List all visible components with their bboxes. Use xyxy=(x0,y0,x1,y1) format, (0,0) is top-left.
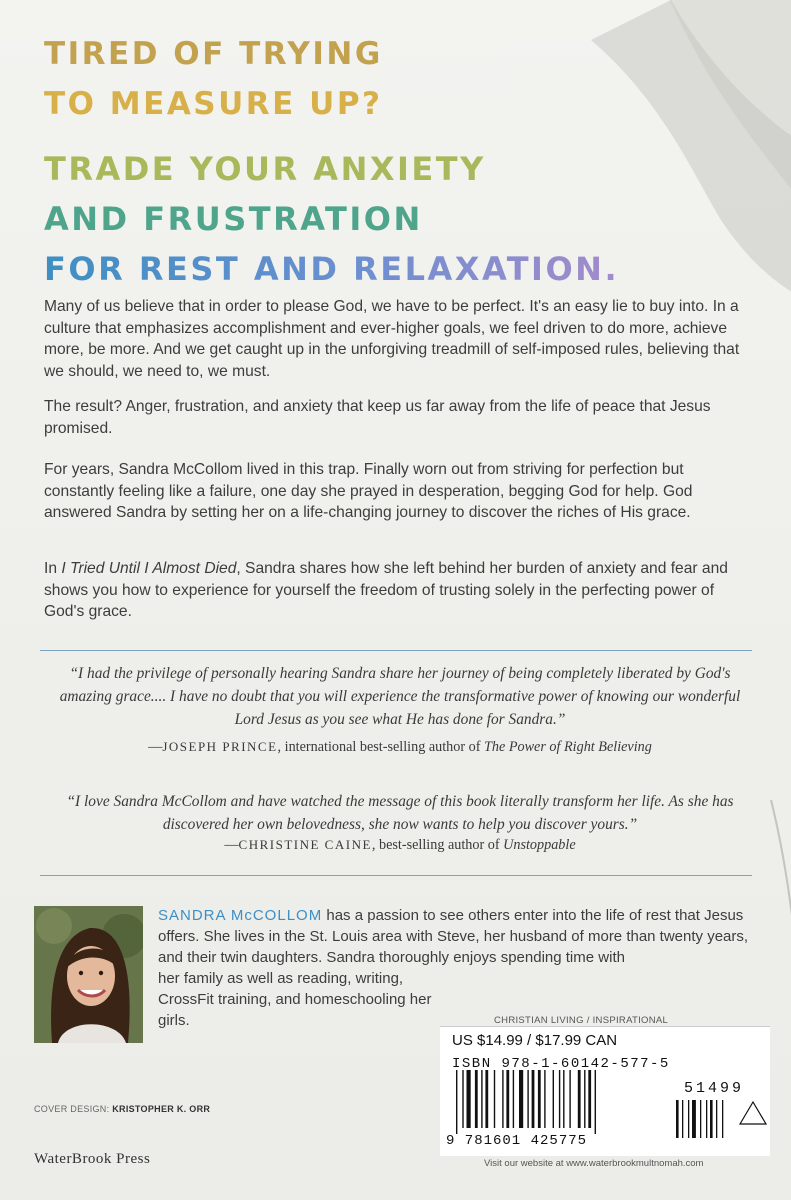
endorsement-quote-1: “I had the privilege of personally hearing Sandra share her journey of being completely liberated by God's amazing grace.... I have no doubt that you will experience the transformative power of knowing our wonderful Lord Jesus as you see what He has done for Sandra.” xyxy=(59,665,741,728)
body-paragraph-1: Many of us believe that in order to please God, we have to be perfect. It's an easy lie to buy into. In a culture that emphasizes accomplishment and ever-higher goals, we feel driven to do more, achieve more, be more. And we get caught up in the unforgiving treadmill of self-imposed rules, believing that we should, we need to, we must. xyxy=(44,298,740,380)
divider-top xyxy=(40,650,752,651)
barcode-digits: 9 781601 425775 xyxy=(446,1133,588,1149)
body-paragraph-4: In I Tried Until I Almost Died, Sandra shares how she left behind her burden of anxiety and fear and shows you how to experience for yourself the freedom of trusting solely in the perfecting power of God's grace. xyxy=(44,560,728,620)
body-paragraph-2: The result? Anger, frustration, and anxiety that keep us far away from the life of peace that Jesus promised. xyxy=(44,398,711,437)
author-photo xyxy=(34,906,143,1043)
price-code: 51499 xyxy=(684,1080,745,1097)
price: US $14.99 / $17.99 CAN xyxy=(452,1032,618,1049)
cover-design-credit: COVER DESIGN: KRISTOPHER K. ORR xyxy=(34,1104,211,1114)
author-bio: SANDRA McCOLLOM has a passion to see others enter into the life of rest that Jesus offers. She lives in the St. Louis area with Steve, her husband of more than twenty years, and their twin daughters. Sandra thoroughly enjoys spending time with xyxy=(158,907,749,966)
divider-bottom xyxy=(40,875,752,876)
endorsement-quote-2: “I love Sandra McCollom and have watched the message of this book literally transform her life. As she has discovered her own belovedness, she now wants to help you discover yours.” xyxy=(66,793,734,833)
headline-line-4: AND FRUSTRATION xyxy=(44,200,423,238)
headline-line-3: TRADE YOUR ANXIETY xyxy=(44,150,486,188)
publisher-logo: WaterBrook Press xyxy=(34,1151,151,1167)
endorsement-attribution-1: —JOSEPH PRINCE, international best-selling author of The Power of Right Believing xyxy=(148,739,652,755)
headline-line-2: TO MEASURE UP? xyxy=(44,86,383,122)
endorsement-attribution-2: —CHRISTINE CAINE, best-selling author of Unstoppable xyxy=(224,837,576,853)
isbn: ISBN 978-1-60142-577-5 xyxy=(452,1056,670,1072)
author-bio-continued: her family as well as reading, writing, CrossFit training, and homeschooling her girls. xyxy=(158,970,432,1029)
body-paragraph-3: For years, Sandra McCollom lived in this trap. Finally worn out from striving for perfection but constantly feeling like a failure, one day she prayed in desperation, begging God for help. God answered Sandra by setting her on a life-changing journey to discover the riches of His grace. xyxy=(44,461,693,521)
headline-line-1: TIRED OF TRYING xyxy=(44,36,383,72)
headline-line-5: FOR REST AND RELAXATION. xyxy=(44,250,620,288)
author-name: SANDRA McCOLLOM xyxy=(158,907,323,924)
book-title: I Tried Until I Almost Died xyxy=(61,560,237,577)
category-label: CHRISTIAN LIVING / INSPIRATIONAL xyxy=(494,1015,669,1026)
website: Visit our website at www.waterbrookmultnomah.com xyxy=(484,1158,704,1169)
